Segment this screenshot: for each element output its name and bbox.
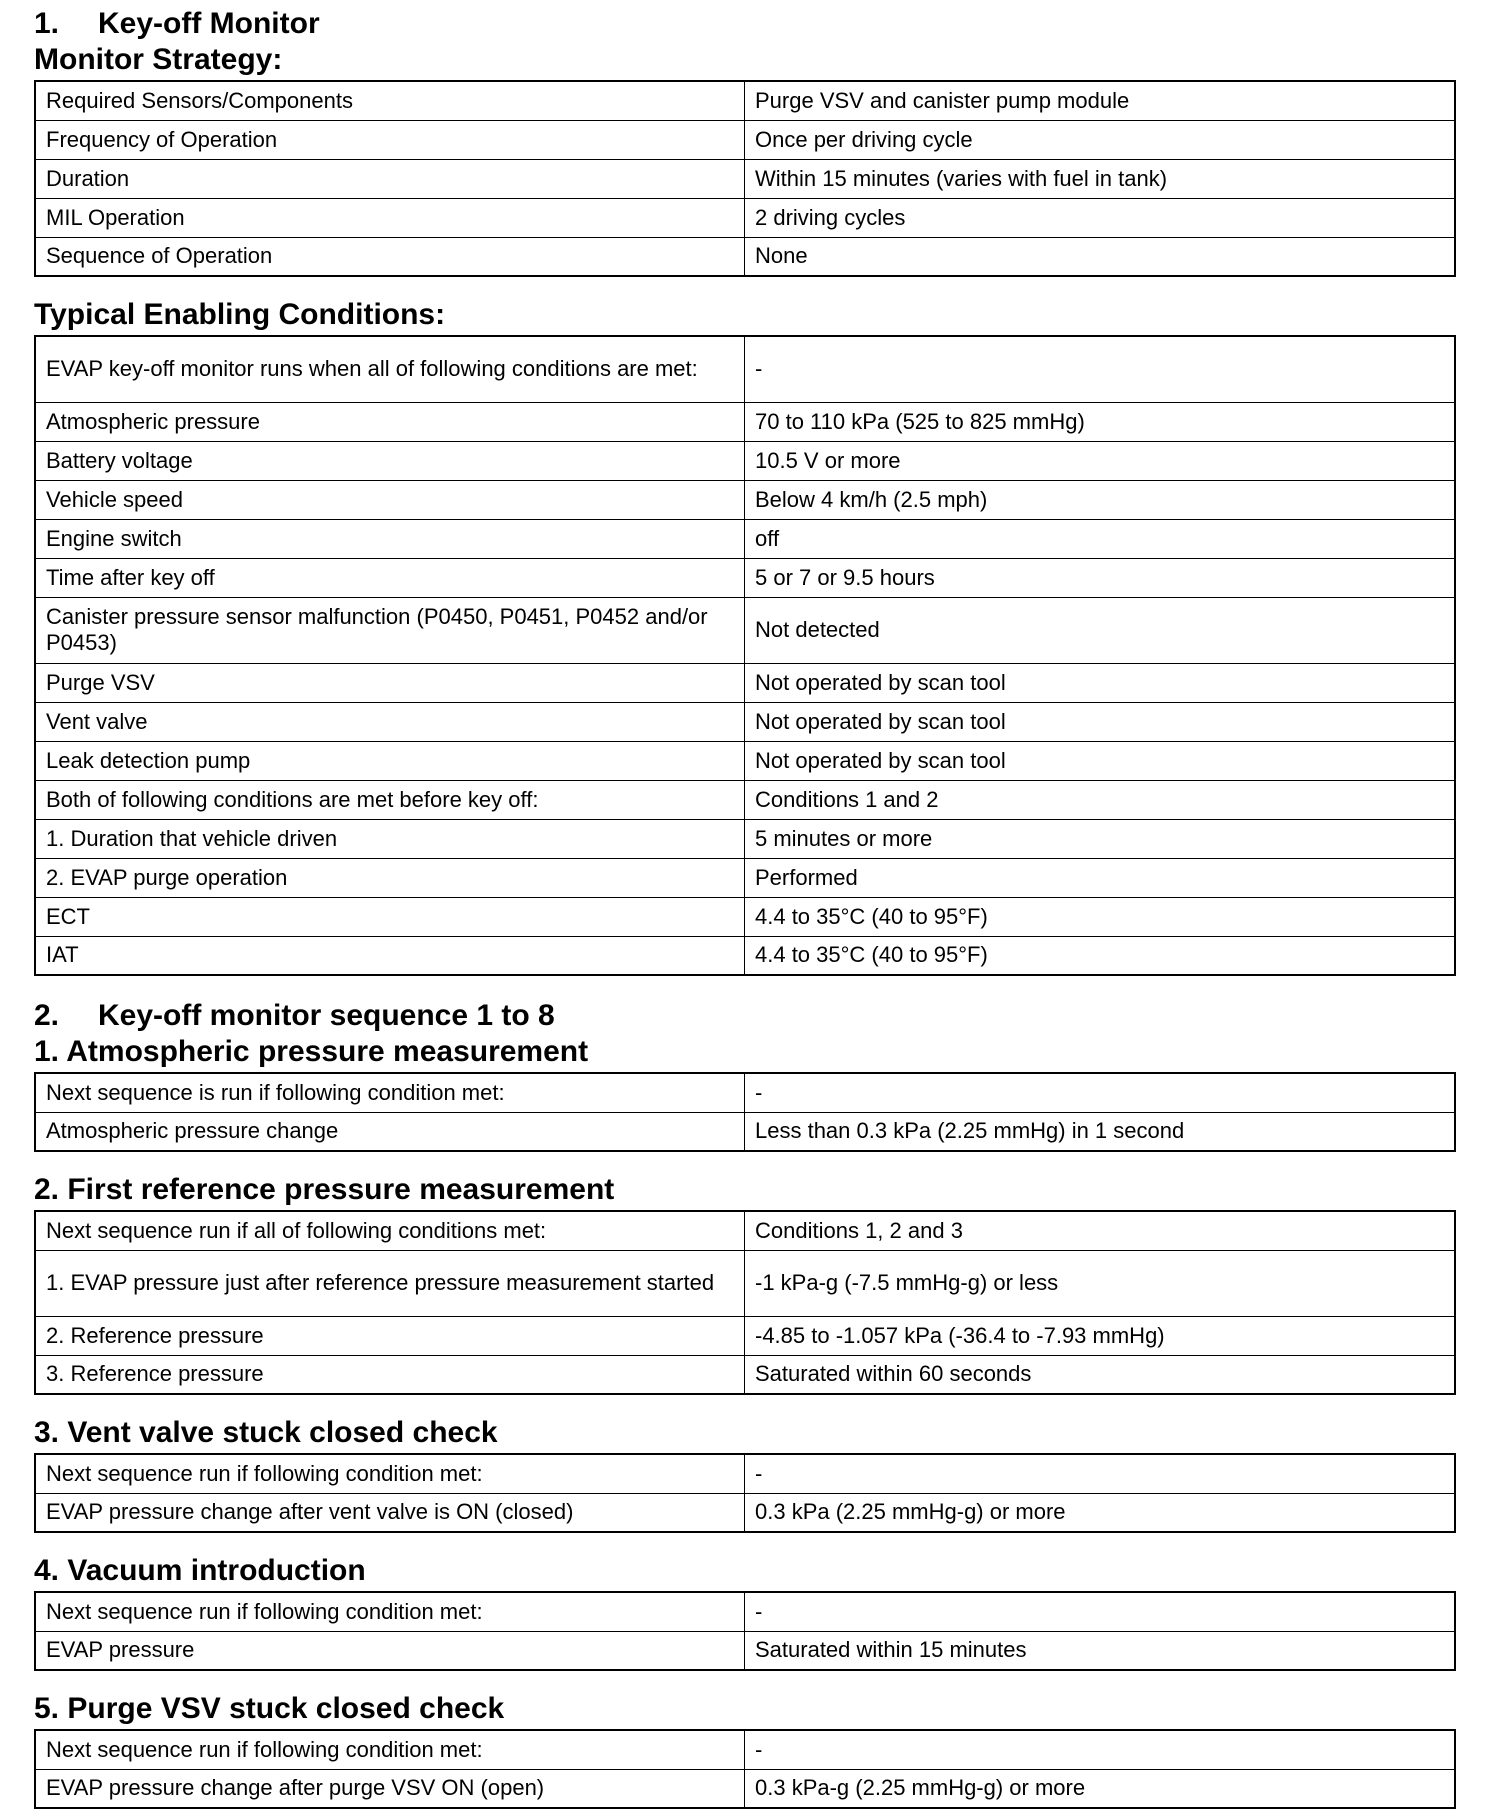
row-label: Engine switch (35, 519, 745, 558)
row-value: Saturated within 15 minutes (745, 1631, 1456, 1670)
row-label: 2. EVAP purge operation (35, 858, 745, 897)
section-2-title: Key-off monitor sequence 1 to 8 (98, 999, 555, 1032)
row-value: None (745, 237, 1456, 276)
row-value: 5 minutes or more (745, 819, 1456, 858)
table-row (35, 1592, 1455, 1631)
row-label: Next sequence run if following condition met: (35, 1454, 745, 1493)
monitor-strategy-heading: Monitor Strategy: (34, 43, 283, 76)
row-value: Performed (745, 858, 1456, 897)
row-value: - (745, 336, 1456, 402)
row-label: Canister pressure sensor malfunction (P0450, P0451, P0452 and/or P0453) (35, 597, 745, 663)
section-1-heading (34, 6, 1456, 42)
row-label: Required Sensors/Components (35, 81, 745, 120)
table-row (35, 402, 1455, 441)
row-label: IAT (35, 936, 745, 975)
step-1-table (34, 1072, 1456, 1152)
table-row (35, 741, 1455, 780)
table-row (35, 336, 1455, 402)
step-3-table (34, 1453, 1456, 1533)
row-label: Atmospheric pressure change (35, 1112, 745, 1151)
step-3-heading: 3. Vent valve stuck closed check (34, 1416, 498, 1449)
table-row (35, 702, 1455, 741)
row-label: Atmospheric pressure (35, 402, 745, 441)
row-value: Saturated within 60 seconds (745, 1355, 1456, 1394)
row-value: - (745, 1454, 1456, 1493)
step-2-table (34, 1210, 1456, 1395)
row-value: - (745, 1592, 1456, 1631)
row-label: 1. EVAP pressure just after reference pressure measurement started (35, 1250, 745, 1316)
row-label: Leak detection pump (35, 741, 745, 780)
row-label: Vent valve (35, 702, 745, 741)
row-value: Conditions 1 and 2 (745, 780, 1456, 819)
row-label: Next sequence run if all of following conditions met: (35, 1211, 745, 1250)
step-4-table (34, 1591, 1456, 1671)
table-row (35, 1355, 1455, 1394)
document (34, 0, 1456, 1809)
table-row (35, 1454, 1455, 1493)
table-row (35, 1073, 1455, 1112)
table-row (35, 897, 1455, 936)
table-row (35, 1112, 1455, 1151)
table-row (35, 1730, 1455, 1769)
table-row (35, 1316, 1455, 1355)
section-1-title: Key-off Monitor (98, 7, 320, 40)
table-row (35, 597, 1455, 663)
table-row (35, 1631, 1455, 1670)
row-label: 1. Duration that vehicle driven (35, 819, 745, 858)
step-5-heading: 5. Purge VSV stuck closed check (34, 1692, 505, 1725)
row-value: Less than 0.3 kPa (2.25 mmHg) in 1 second (745, 1112, 1456, 1151)
row-label: Duration (35, 159, 745, 198)
row-value: 0.3 kPa (2.25 mmHg-g) or more (745, 1493, 1456, 1532)
table-row (35, 159, 1455, 198)
row-label: EVAP pressure change after vent valve is ON (closed) (35, 1493, 745, 1532)
row-label: Vehicle speed (35, 480, 745, 519)
row-label: Both of following conditions are met before key off: (35, 780, 745, 819)
table-row (35, 198, 1455, 237)
table-row (35, 81, 1455, 120)
table-row (35, 1493, 1455, 1532)
row-label: 3. Reference pressure (35, 1355, 745, 1394)
row-label: EVAP pressure change after purge VSV ON (open) (35, 1769, 745, 1808)
row-value: Purge VSV and canister pump module (745, 81, 1456, 120)
row-label: Next sequence run if following condition met: (35, 1730, 745, 1769)
section-2-number: 2. (34, 999, 60, 1032)
table-row (35, 663, 1455, 702)
row-value: Conditions 1, 2 and 3 (745, 1211, 1456, 1250)
monitor-strategy-table (34, 80, 1456, 277)
row-value: Within 15 minutes (varies with fuel in tank) (745, 159, 1456, 198)
row-value: 2 driving cycles (745, 198, 1456, 237)
step-1-heading: 1. Atmospheric pressure measurement (34, 1035, 589, 1068)
table-row (35, 780, 1455, 819)
table-row (35, 858, 1455, 897)
row-value: 70 to 110 kPa (525 to 825 mmHg) (745, 402, 1456, 441)
row-label: EVAP pressure (35, 1631, 745, 1670)
step-2-heading: 2. First reference pressure measurement (34, 1173, 615, 1206)
table-row (35, 1250, 1455, 1316)
row-value: Not detected (745, 597, 1456, 663)
row-label: Purge VSV (35, 663, 745, 702)
step-4-heading: 4. Vacuum introduction (34, 1554, 366, 1587)
row-value: off (745, 519, 1456, 558)
row-label: Frequency of Operation (35, 120, 745, 159)
table-row (35, 1211, 1455, 1250)
table-row (35, 936, 1455, 975)
table-row (35, 480, 1455, 519)
table-row (35, 120, 1455, 159)
enabling-conditions-table (34, 335, 1456, 976)
row-label: ECT (35, 897, 745, 936)
row-value: Once per driving cycle (745, 120, 1456, 159)
row-label: Next sequence run if following condition met: (35, 1592, 745, 1631)
step-5-table (34, 1729, 1456, 1809)
row-value: Not operated by scan tool (745, 741, 1456, 780)
row-value: Not operated by scan tool (745, 663, 1456, 702)
row-value: 5 or 7 or 9.5 hours (745, 558, 1456, 597)
row-label: Sequence of Operation (35, 237, 745, 276)
enabling-conditions-heading: Typical Enabling Conditions: (34, 298, 446, 331)
row-value: 4.4 to 35°C (40 to 95°F) (745, 897, 1456, 936)
row-value: -1 kPa-g (-7.5 mmHg-g) or less (745, 1250, 1456, 1316)
row-value: - (745, 1073, 1456, 1112)
row-value: 0.3 kPa-g (2.25 mmHg-g) or more (745, 1769, 1456, 1808)
row-label: MIL Operation (35, 198, 745, 237)
table-row (35, 819, 1455, 858)
row-value: Not operated by scan tool (745, 702, 1456, 741)
row-label: EVAP key-off monitor runs when all of following conditions are met: (35, 336, 745, 402)
row-label: Next sequence is run if following condition met: (35, 1073, 745, 1112)
section-2-heading (34, 998, 1456, 1034)
section-1-number: 1. (34, 7, 60, 40)
table-row (35, 237, 1455, 276)
row-value: Below 4 km/h (2.5 mph) (745, 480, 1456, 519)
table-row (35, 558, 1455, 597)
table-row (35, 519, 1455, 558)
table-row (35, 1769, 1455, 1808)
row-value: 10.5 V or more (745, 441, 1456, 480)
row-value: 4.4 to 35°C (40 to 95°F) (745, 936, 1456, 975)
table-row (35, 441, 1455, 480)
row-label: 2. Reference pressure (35, 1316, 745, 1355)
row-value: -4.85 to -1.057 kPa (-36.4 to -7.93 mmHg) (745, 1316, 1456, 1355)
row-value: - (745, 1730, 1456, 1769)
row-label: Battery voltage (35, 441, 745, 480)
row-label: Time after key off (35, 558, 745, 597)
